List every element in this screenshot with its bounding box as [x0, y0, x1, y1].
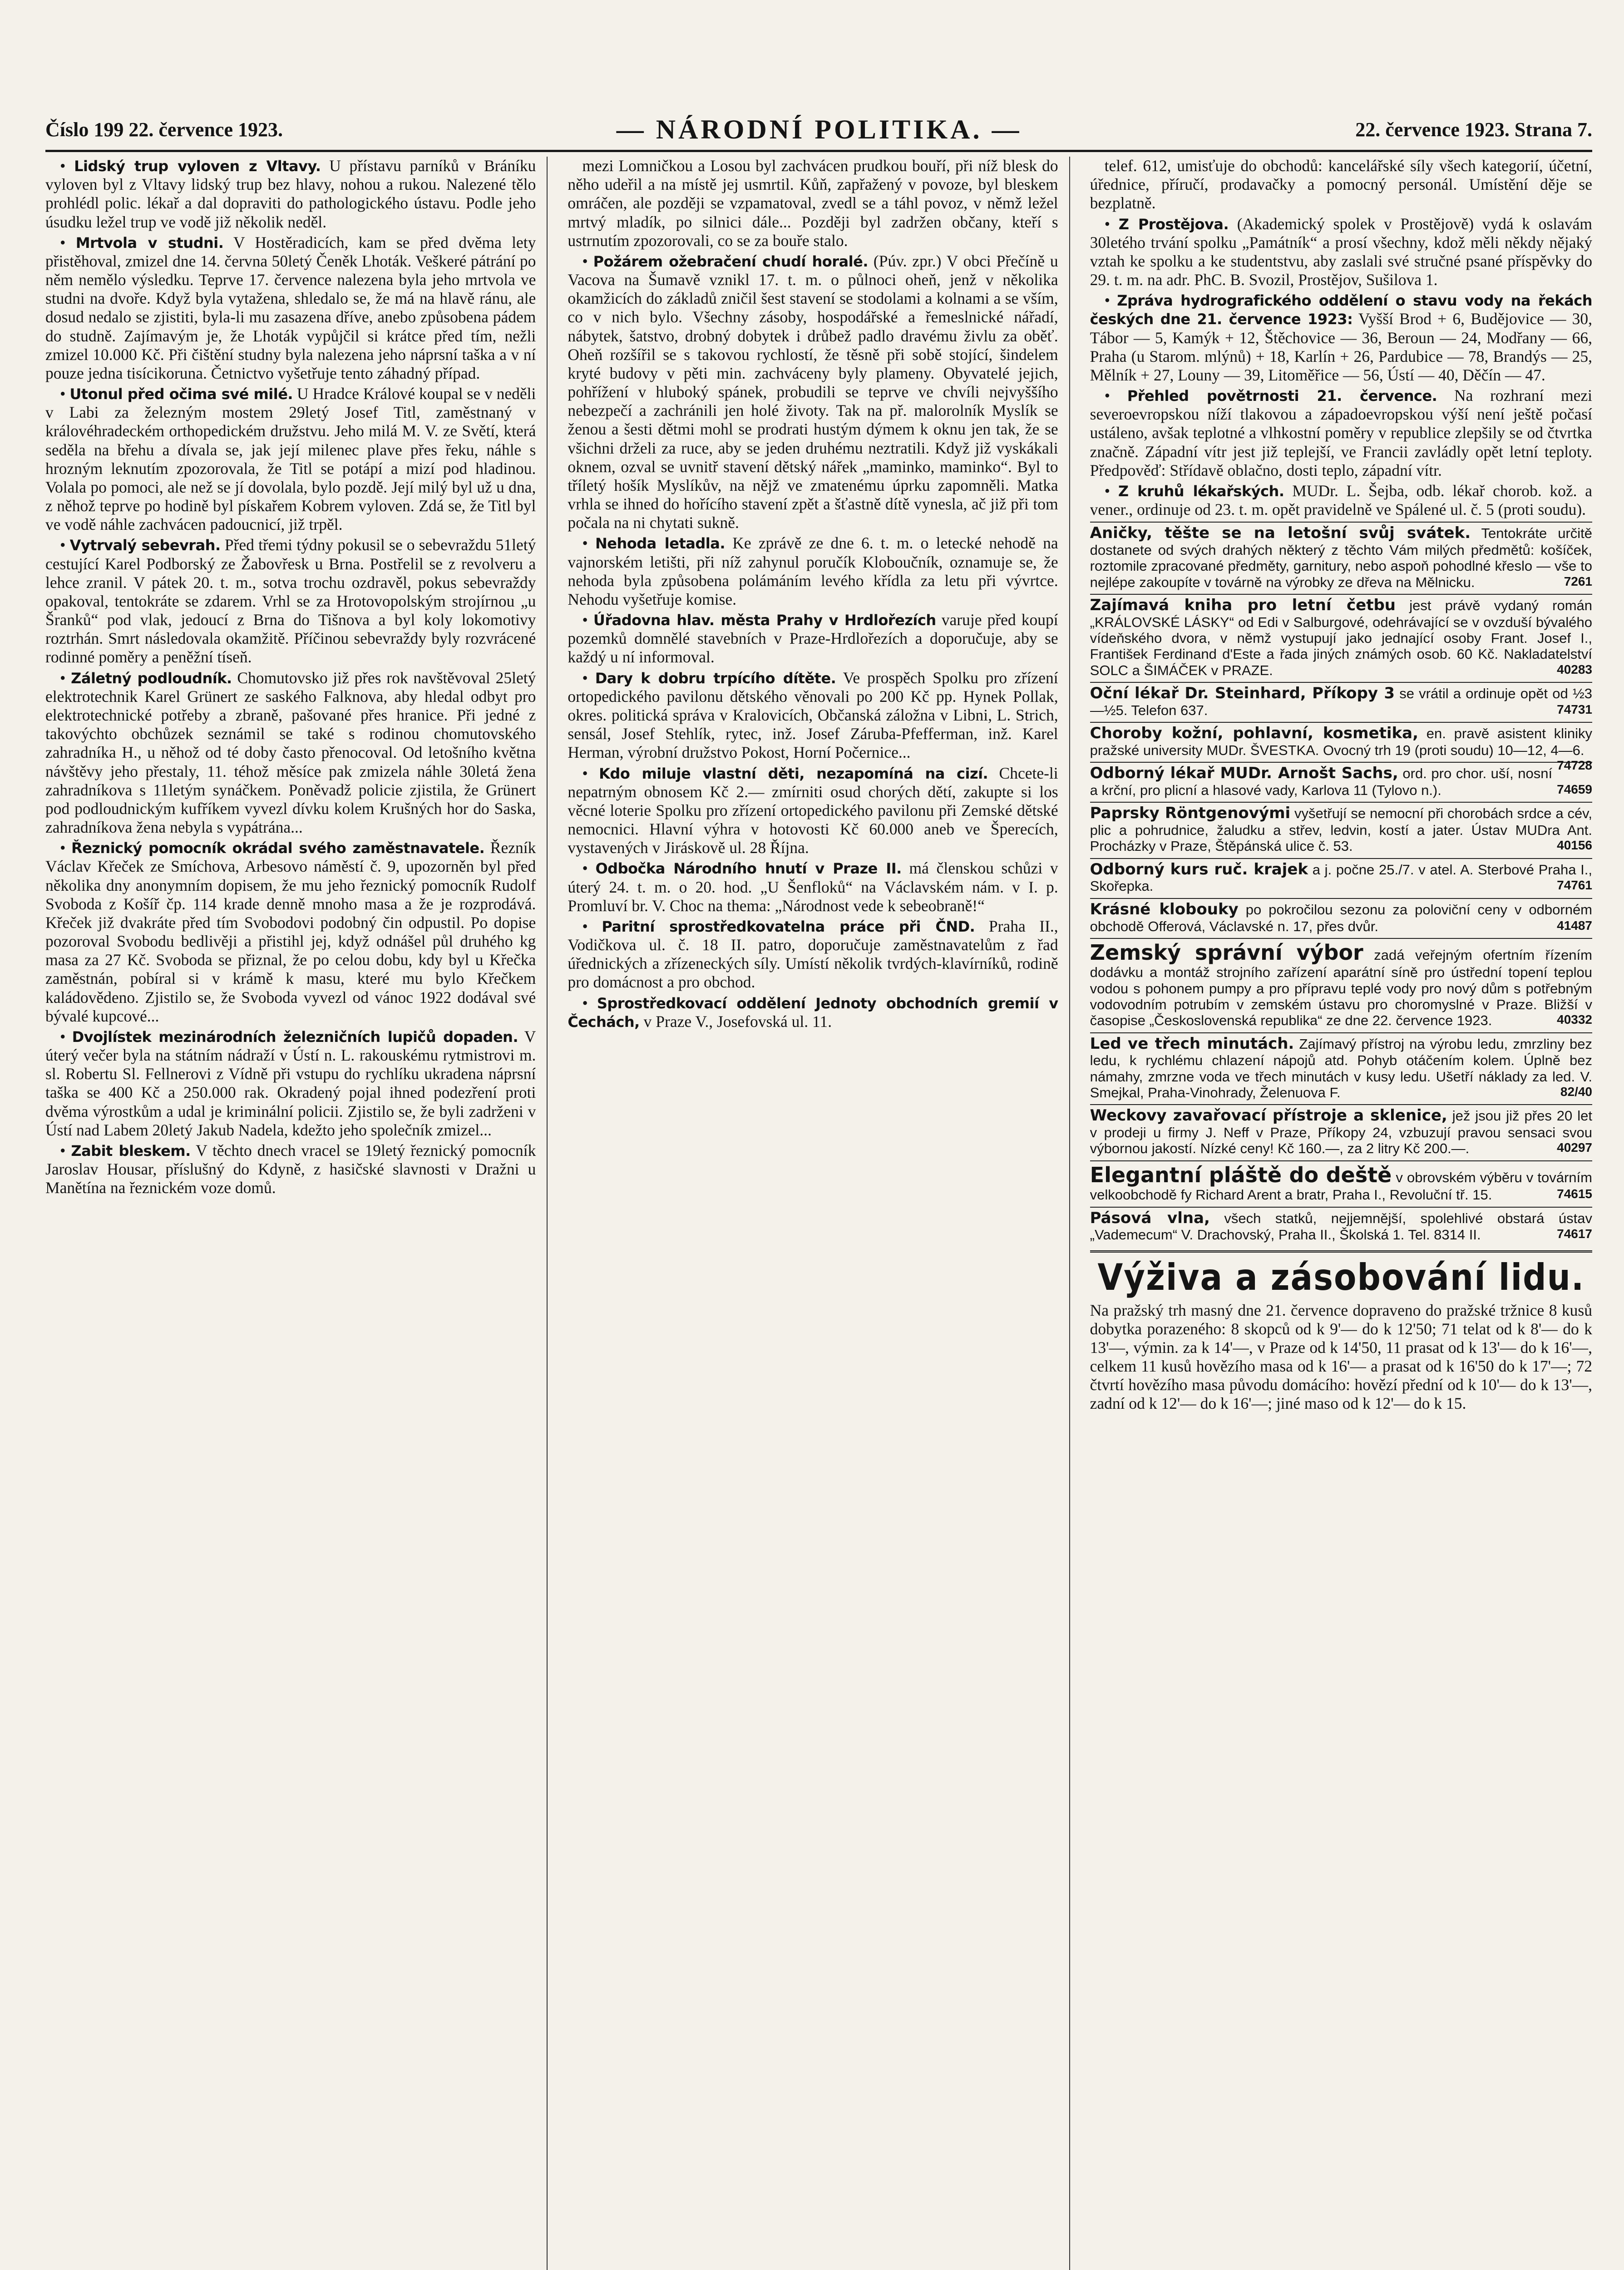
news-text: varuje před koupí pozemků domnělé stavebních v Praze-Hrdlořezích a doporučuje, aby se každý u ní informoval.: [568, 611, 1058, 666]
news-item: [45, 233, 536, 383]
news-headline: Odbočka Národního hnutí v Praze II.: [595, 860, 902, 878]
ad-text: jest právě vydaný román „KRÁLOVSKÉ LÁSKY“ od Edi v Salburgové, odehrávající se v ovzduší bývalého vídeňského dvora, v němž vystupují jako jednající osoby Frant. Josef I., František Ferdinand d'Este a řada jiných známých osob. 60 Kč. Nakladatelství SOLC a ŠIMÁČEK v PRAZE.: [1090, 597, 1592, 678]
section-title: Výživa a zásobování lidu.: [1090, 1250, 1592, 1298]
ad-text: v obrovském výběru v továrním velkoobchodě fy Richard Arent a bratr, Praha I., Revoluční tř. 15.: [1090, 1169, 1592, 1203]
news-item: [45, 536, 536, 666]
news-item: [1090, 291, 1592, 385]
classified-ad: [1090, 802, 1592, 855]
news-headline: Paritní sprostředkovatelna práce při ČND.: [602, 918, 975, 935]
news-text: (Akademický spolek v Prostějově) vydá k oslavám 30letého trvání spolku „Památník“ a prosí všechny, kdož měli někdy nějaký vztah ke spolku a ke studentstvu, aby zaslali své stručné psané příspěvky do 29. t. m. na adr. PhC. B. Svozil, Prostějov, Sušilova 1.: [1090, 214, 1592, 289]
ad-text: vyšetřují se nemocní při chorobách srdce a cév, plic a pohrudnice, žaludku a střev, ledvin, kostí a jater. Ústav MUDra Ant. Procházky v Praze, Štěpánská ulice č. 53.: [1090, 805, 1592, 854]
ad-headline: Zemský správní výbor: [1090, 940, 1363, 965]
news-item: [45, 669, 536, 837]
news-item: [1090, 157, 1592, 213]
news-item: [45, 1027, 536, 1140]
classified-ad: [1090, 858, 1592, 895]
classified-ad: [1090, 1207, 1592, 1244]
news-item: [568, 859, 1058, 915]
classified-ad: [1090, 938, 1592, 1030]
news-item: [568, 764, 1058, 858]
news-item: [1090, 215, 1592, 290]
classified-ad: [1090, 522, 1592, 591]
column-1: [45, 157, 548, 2270]
news-item: [568, 669, 1058, 762]
news-item: [1090, 482, 1592, 519]
news-headline: Zpráva hydrografického oddělení o stavu vody na řekách českých dne 21. července 1923:: [1090, 292, 1592, 328]
news-text: V úterý večer byla na státním nádraží v Ústí n. L. rakouskému rytmistrovi m. sl. Robertu Sl. Fellnerovi z Vídně při vstupu do rychlíku ukradena náprsní taška se 400 Kč a 250.000 rak. Okradený pojal ihned podezření proti dvěma výrostkům a udal je kriminální policii. Zjistilo se, že byli zadrženi v Ústí nad Labem 20letý Jakub Nadela, kdežto jeho společník zmizel...: [45, 1027, 536, 1139]
news-text: Vyšší Brod + 6, Budějovice — 30, Tábor — 5, Kamýk + 12, Štěchovice — 36, Beroun — 24, Modřany — 66, Praha (u Starom. mlýnů) + 18, Karlín + 26, Pardubice — 78, Brandýs — 25, Mělník + 27, Louny — 39, Litoměřice — 56, Ústí — 40, Děčín — 47.: [1090, 310, 1592, 384]
column-3-news: [1090, 157, 1592, 519]
ad-code: 40332: [1557, 1012, 1592, 1027]
news-text: Praha II., Vodičkova ul. č. 18 II. patro, doporučuje zaměstnavatelům z řad úřednických a zřízeneckých síly. Umístí několik tvrdých-klavírníků, rodině pro domácnost a pro obchod.: [568, 917, 1058, 992]
masthead: [45, 109, 1592, 152]
news-item: [568, 252, 1058, 533]
ad-text: Zajímavý přístroj na výrobu ledu, zmrzliny bez ledu, k rychlému chlazení nápojů atd. Pohyb otáčením kolem. Úplně bez námahy, zmrzne voda ve třech minutách v kusy ledu. Ušetří náklady za led. V. Smejkal, Praha-Vinohrady, Želenuova F.: [1090, 1036, 1592, 1101]
ad-code: 74617: [1557, 1227, 1592, 1241]
ad-headline: Zajímavá kniha pro letní četbu: [1090, 596, 1396, 614]
news-headline: Úřadovna hlav. města Prahy v Hrdlořezích: [593, 612, 936, 629]
ad-headline: Led ve třech minutách.: [1090, 1034, 1294, 1053]
news-item: [568, 917, 1058, 992]
ad-code: 74659: [1557, 782, 1592, 796]
news-item: [568, 611, 1058, 667]
ad-code: 7261: [1564, 574, 1592, 588]
ad-headline: Odborný kurs ruč. krajek: [1090, 860, 1308, 878]
ad-code: 74761: [1557, 878, 1592, 893]
classified-ad: [1090, 722, 1592, 773]
ad-headline: Paprsky Röntgenovými: [1090, 804, 1291, 823]
classified-ad: [1090, 762, 1592, 799]
news-item: [568, 994, 1058, 1031]
column-2: [568, 157, 1070, 2270]
news-item: [1090, 386, 1592, 480]
news-headline: Záletný podloudník.: [71, 669, 232, 687]
ad-text: se vrátil a ordinuje opět od ½3—½5. Telefon 637.: [1090, 686, 1592, 718]
news-item: [45, 385, 536, 534]
news-text: Chomutovsko již přes rok navštěvoval 25letý elektrotechnik Karel Grünert ze saského Falknova, aby hledal odbyt pro elektrotechnické potřeby a zbraně, pašované přes hranice. Při jedné z takovýchto obchůzek seznámil se také s rodinou chomutovského zahradníka H., u něhož od té doby často přenocoval. Od letošního května návštěvy jeho přestaly, 11. téhož měsíce pak zmizela náhle 30letá žena zahradníkova s 11letým synáčkem. Poněvadž policie zjistila, že Grünert pod podloudnickým kufříkem vyvezl dívku kolem Krušných hor do Saska, zahradníkova žena nebyla s vypátrána...: [45, 668, 536, 837]
news-headline: Lidský trup vyloven z Vltavy.: [74, 158, 321, 175]
news-item: [45, 1141, 536, 1198]
news-headline: Nehoda letadla.: [595, 535, 725, 553]
page-info: 22. července 1923. Strana 7.: [1355, 118, 1592, 141]
classified-ads: [1090, 522, 1592, 1244]
news-headline: Řeznický pomocník okrádal svého zaměstnavatele.: [71, 839, 485, 857]
issue-info: Číslo 199 22. července 1923.: [45, 118, 283, 141]
news-headline: Kdo miluje vlastní děti, nezapomíná na cizí.: [599, 765, 988, 782]
news-item: [568, 157, 1058, 250]
news-text: telef. 612, umisťuje do obchodů: kancelářské síly všech kategorií, účetní, úřednice, příručí, prodavačky a pomocný personál. Umístění děje se bezplatně.: [1090, 157, 1592, 212]
news-text: U přístavu parníků v Bráníku vyloven byl z Vltavy lidský trup bez hlavy, nohou a rukou. Nalezené tělo prohlédl polic. lékař a dal dopraviti do pathologického ústavu. Podle jeho úsudku ležel trup ve vodě již několik neděl.: [45, 157, 536, 231]
news-text: v Praze V., Josefovská ul. 11.: [643, 1012, 832, 1031]
ad-text: jež jsou již přes 20 let v prodeji u firmy J. Neff v Praze, Příkopy 24, vzbuzují pravou sensaci svou výbornou jakostí. Nízké ceny! Kč 160.—, za 2 litry Kč 200.—.: [1090, 1108, 1592, 1157]
ad-headline: Weckovy zavařovací přístroje a sklenice,: [1090, 1106, 1447, 1125]
classified-ad: [1090, 898, 1592, 935]
ad-text: en. pravě asistent kliniky pražské university MUDr. ŠVESTKA. Ovocný trh 19 (proti soudu) 10—12, 4—6.: [1090, 725, 1592, 758]
ad-code: 74615: [1557, 1187, 1592, 1201]
ad-headline: Oční lékař Dr. Steinhard, Příkopy 3: [1090, 684, 1395, 703]
ad-headline: Aničky, těšte se na letošní svůj svátek.: [1090, 524, 1471, 543]
ad-headline: Odborný lékař MUDr. Arnošt Sachs,: [1090, 764, 1398, 783]
ad-text: a j. počne 25./7. v atel. A. Sterbové Praha I., Skořepka.: [1090, 861, 1592, 894]
news-headline: Dvojlístek mezinárodních železničních lupičů dopaden.: [72, 1028, 518, 1046]
newspaper-title: — NÁRODNÍ POLITIKA. —: [616, 114, 1022, 144]
ad-code: 74731: [1557, 702, 1592, 716]
news-headline: Dary k dobru trpícího dítěte.: [595, 669, 836, 687]
ad-headline: Krásné klobouky: [1090, 900, 1239, 918]
news-text: V těchto dnech vracel se 19letý řeznický pomocník Jaroslav Housar, příslušný do Kdyně, z hasičské slavnosti v Dražni u Manětína na řeznickém voze domů.: [45, 1141, 536, 1197]
column-3: [1090, 157, 1592, 2270]
news-headline: Z Prostějova.: [1118, 215, 1229, 233]
ad-text: zadá veřejným ofertním řízením dodávku a montáž strojního zařízení aparátní síně pro ústřední topení teplou vodou s pohonem pumpy a pro přípravu teplé vody pro nový dům s potřebným vodovodním potrubím v zemském ústavu pro choromyslné v Praze. Bližší v časopise „Československá republika“ ze dne 22. července 1923.: [1090, 947, 1592, 1029]
classified-ad: [1090, 1160, 1592, 1204]
news-text: V Hostěradicích, kam se před dvěma lety přistěhoval, zmizel dne 14. června 50letý Čeněk Lhoták. Veškeré pátrání po něm nemělo výsledku. Teprve 17. července nalezena byla jeho mrtvola ve studni na dvoře. Když byla vytažena, shledalo se, že má na hlavě ránu, ale dosud nedalo se zjistiti, byla-li mu zasazena dříve, anebo způsobena pádem do studně. Zajímavým je, že Lhoták vypůjčil si krátce před tím, nežli zmizel 10.000 Kč. Při čištění studny byla nalezena jeho náprsní taška a v ní pouze jedna tisícikoruna. Četnictvo vyšetřuje tento záhadný případ.: [45, 233, 536, 382]
classified-ad: [1090, 1104, 1592, 1157]
classified-ad: [1090, 682, 1592, 719]
news-text: MUDr. L. Šejba, odb. lékař chorob. kož. a vener., ordinuje od 23. t. m. opět pravidelně ve Spálené ul. č. 5 (proti soudu).: [1090, 481, 1592, 519]
article-columns: [45, 157, 1592, 2270]
news-headline: Požárem ožebračení chudí horalé.: [593, 252, 868, 270]
news-text: Na rozhraní mezi severoevropskou níží tlakovou a západoevropskou výší není ještě počasí ustáleno, avšak teplotné a vlhkostní poměry v republice zlepšily se od čtvrtka značně. Západní vítr jest již teplejší, ve Francii zavládly opět letní teploty. Předpověď: Střídavě oblačno, dosti teplo, západní vítr.: [1090, 386, 1592, 479]
news-text: Ve prospěch Spolku pro zřízení ortopedického pavilonu dětského věnovali po 200 Kč pp. Hynek Pollak, okres. politická správa v Kralovicích, Občanská záložna v Libni, L. Strich, sensál, Josef Stehlík, rytec, inž. Josef Záruba-Pfefferman, inž. Karel Herman, výrobní družstvo Pokost, Horní Počernice...: [568, 668, 1058, 762]
news-headline: Z kruhů lékařských.: [1118, 482, 1284, 500]
ad-code: 40283: [1557, 662, 1592, 676]
news-text: Řezník Václav Křeček ze Smíchova, Arbesovo náměstí č. 9, upozorněn byl před několika dny anonymním dopisem, že mu jeho řeznický pomocník Rudolf Svoboda z Košíř čp. 114 krade denně mnoho masa a že je rozprodává. Křeček již dvakráte před tím Svobodovi podobný čin odpustil. Po dopise pozoroval Svobodu bedlivěji a přistihl jej, když odnášel půl druhého kg masa za 27 Kč. Svoboda se přiznal, že po celou dobu, kdy byl u Křečka zaměstnán, pobíral si v krámě k masu, které mu bylo Křečkem kaládovědeno. Zjistilo se, že Svoboda vyvezl od vánoc 1922 dodával své bývalé kupcové...: [45, 839, 536, 1025]
ad-text: ord. pro chor. uší, nosní a krční, pro plicní a hlasové vady, Karlova 11 (Tylovo n.).: [1090, 765, 1553, 798]
ad-text: po pokročilou sezonu za poloviční ceny v odborném obchodě Offerová, Václavské n. 17, přes dvůr.: [1090, 901, 1592, 934]
news-headline: Utonul před očima své milé.: [69, 385, 293, 403]
news-headline: Zabit bleskem.: [71, 1142, 191, 1160]
ad-headline: Elegantní pláště do deště: [1090, 1162, 1392, 1187]
news-headline: Mrtvola v studni.: [75, 234, 224, 252]
news-text: mezi Lomničkou a Losou byl zachvácen prudkou bouří, při níž blesk do něho udeřil a na místě jej usmrtil. Kůň, zapřažený v povoze, byl bleskem omráčen, ale později se vzpamatoval, zvedl se a táhl povoz, v němž ležel mrtvý mladík, po silnici dále... Později byl zadržen občany, kteří s ustrnutím zpozorovali, co se za bouře stalo.: [568, 157, 1058, 250]
ad-code: 40297: [1557, 1140, 1592, 1155]
news-item: [568, 534, 1058, 609]
news-text: U Hradce Králové koupal se v neděli v Labi za železným mostem 29letý Josef Titl, zaměstnaný v královéhradeckém orthopedickém družstvu. Jeho milá M. V. ze Světí, která seděla na břehu a dívala se, jak její milenec plave přes řeku, náhle s hrozným leknutím zpozorovala, že Titl se potápí a mizí pod hladinou. Volala po pomoci, ale než se jí dovolala, bylo pozdě. Její milý byl už u dna, z něhož teprve po hodině byl pískařem Kobrem vyloven. Zdá se, že Titl byl ve vodě náhle zachvácen padoucnicí, již trpěl.: [45, 385, 536, 534]
ad-code: 41487: [1557, 918, 1592, 933]
ad-code: 82/40: [1560, 1085, 1592, 1099]
news-item: [45, 157, 536, 232]
news-headline: Sprostředkovací oddělení Jednoty obchodních gremií v Čechách,: [568, 994, 1058, 1031]
news-text: Před třemi týdny pokusil se o sebevraždu 51letý cestující Karel Podborský ze Žabovřesk u Brna. Postřelil se z revolveru a lehce zranil. V pátek 20. t. m., sotva trochu ozdravěl, pokus sebevraždy opakoval, tentokráte se zdarem. Vrhl se za Hrotovopolským strojírnou „u Šranků“ pod vlak, jedoucí z Brna do Tišnova a byl koly lokomotivy roztrhán. Smrt následovala okamžitě. Příčinou sebevraždy byly rozvrácené rodinné poměry a peněžní tíseň.: [45, 536, 536, 666]
news-item: [45, 839, 536, 1026]
ad-text: Tentokráte určitě dostanete od svých drahých některý z těchto Vám milých předmětů: košíček, roztomile zpracované předměty, garnitury, nebo aspoň pohodlné křeslo — vše to nejlépe zakoupíte v továrně na výrobky ze dřeva na Mělnicku.: [1090, 525, 1592, 590]
classified-ad: [1090, 594, 1592, 679]
market-report: Na pražský trh masný dne 21. července dopraveno do pražské tržnice 8 kusů dobytka porazeného: 8 skopců od k 9'— do k 12'50; 71 telat od k 8'— do k 13'—, výmin. za k 14'—, v Praze od k 14'50, 11 prasat od k 13'— do k 16'—, celkem 11 kusů hovězího masa od k 16'— a prasat od k 16'50 do k 17'—; 72 čtvrtí hovězího masa původu domácího: hovězí přední od k 10'— do k 13'—, zadní od k 12'— do k 16'—; jiné maso od k 12'— do k 15.: [1090, 1301, 1592, 1413]
news-headline: Přehled povětrnosti 21. července.: [1127, 387, 1437, 405]
ad-code: 74728: [1557, 758, 1592, 773]
classified-ad: [1090, 1032, 1592, 1102]
news-text: Ke zprávě ze dne 6. t. m. o letecké nehodě na vajnorském letišti, při níž zahynul poručík Kloboučník, oznamuje se, že nehoda byla způsobena polámáním levého křídla za letu při vývrtce. Nehodu vyšetřuje komise.: [568, 534, 1058, 608]
news-text: Chcete-li nepatrným obnosem Kč 2.— zmírniti osud chorých dětí, zakupte si los věcné loterie Spolku pro zřízení ortopedického pavilonu při Zemské dětské nemocnici. Hlavní výhra v hotovosti Kč 60.000 aneb ve Šperecích, vystavených v Jiráskově ul. 28 Října.: [568, 764, 1058, 857]
ad-headline: Choroby kožní, pohlavní, kosmetika,: [1090, 724, 1419, 743]
ad-headline: Pásová vlna,: [1090, 1209, 1210, 1227]
news-text: má členskou schůzi v úterý 24. t. m. o 20. hod. „U Šenfloků“ na Václavském nám. v I. p. Promluví br. V. Choc na thema: „Národnost vede k sebeobraně!“: [568, 859, 1058, 915]
news-headline: Vytrvalý sebevrah.: [69, 537, 221, 554]
ad-code: 40156: [1557, 838, 1592, 853]
news-text: (Púv. zpr.) V obci Přečíně u Vacova na Šumavě vznikl 17. t. m. o půlnoci oheň, jenž v několika okamžicích do základů zničil šest stavení se stodolami a kolnami a se vším, co v nich bylo. Všechny zásoby, hospodářské a řemeslnické nářadí, nábytek, šatstvo, drobný dobytek i drůbež padlo dravému živlu za oběť. Oheň rozšířil se s takovou rychlostí, že těsně při sobě stojící, šindelem kryté budovy v pěti min. zachváceny byly plameny. Obyvatelé jejich, pohřížení v hluboký spánek, probudili se teprve ve chvíli nejvyššího nebezpečí a zachránili jen holé životy. Tak na př. malorolník Myslík se ženou a šesti dětmi mohl se prodrati hustým dýmem k oknu jen tak, že se všichni drželi za ruce, aby se jeden druhému neztratili. Když již vyskákali oknem, ozval se uvnitř stavení dětský nářek „maminko, maminko“. Byl to tříletý hošík Myslíkův, na nějž ve zmatenému úprku zapomněli. Matka vrhla se ihned do hořícího stavení zpět a šťastně dítě vynesla, ač již při tom počala na ni chytati sukně.: [568, 252, 1058, 532]
ad-text: všech statků, nejjemnější, spolehlivé obstará ústav „Vademecum“ V. Drachovský, Praha II., Školská 1. Tel. 8314 II.: [1090, 1210, 1592, 1243]
